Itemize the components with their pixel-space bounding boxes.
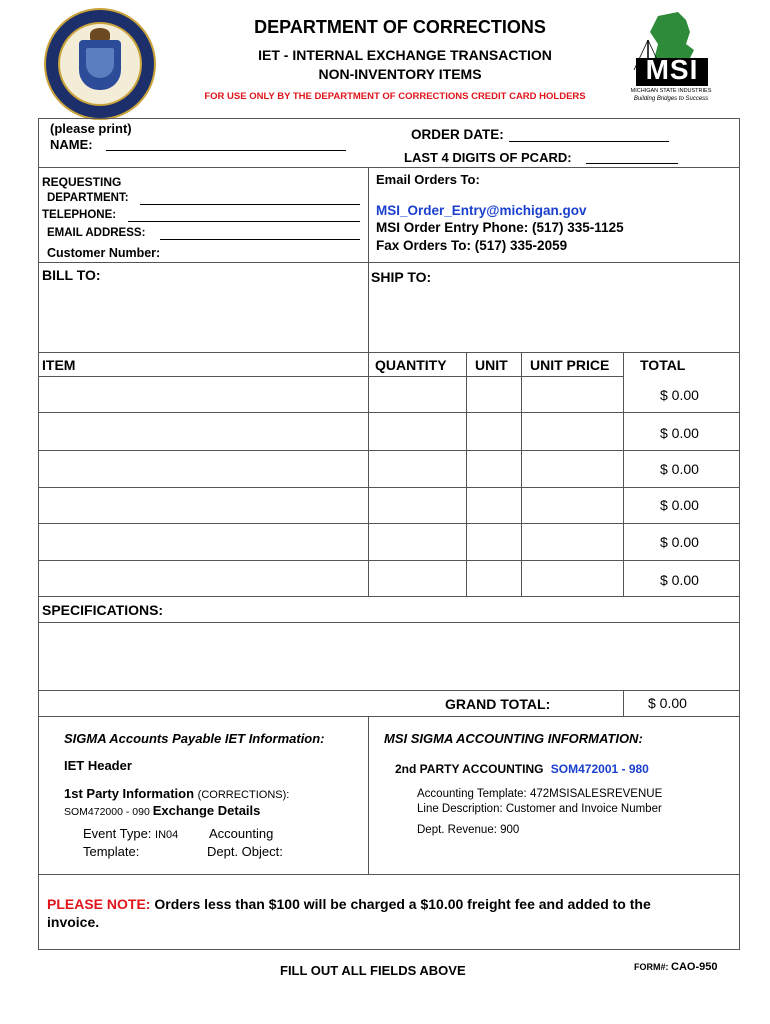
dept-object-label: Dept. Object: xyxy=(207,844,283,859)
freight-note xyxy=(47,896,727,912)
please-print-label: (please print) xyxy=(50,121,132,136)
department-label: DEPARTMENT: xyxy=(47,192,129,204)
item-header: ITEM xyxy=(42,357,76,373)
order-email-link[interactable]: MSI_Order_Entry@michigan.gov xyxy=(376,203,587,218)
form-number-line xyxy=(634,961,717,973)
freight-note-cont: invoice. xyxy=(47,914,100,930)
som-line xyxy=(64,803,260,818)
quantity-header: QUANTITY xyxy=(375,357,447,373)
exchange-details-label: Exchange Details xyxy=(152,803,261,818)
name-label: NAME: xyxy=(50,137,93,152)
row-total: $ 0.00 xyxy=(660,534,699,550)
first-party-line xyxy=(64,786,289,801)
email-address-field[interactable] xyxy=(160,239,360,240)
msi-logo-text: MSI xyxy=(645,54,699,85)
order-phone: MSI Order Entry Phone: (517) 335-1125 xyxy=(376,220,624,235)
requesting-label: REQUESTING xyxy=(42,175,122,189)
form-subtitle-2: NON-INVENTORY ITEMS xyxy=(318,66,482,82)
accounting-label: Accounting xyxy=(209,826,274,841)
second-party-code: SOM472001 - 980 xyxy=(550,762,649,776)
line-description: Line Description: Customer and Invoice Number xyxy=(417,803,662,815)
form-number-label: FORM#: xyxy=(634,962,669,972)
ship-to-label: SHIP TO: xyxy=(371,269,432,285)
order-fax: Fax Orders To: (517) 335-2059 xyxy=(376,238,568,253)
row-total: $ 0.00 xyxy=(660,572,699,588)
unit-price-header: UNIT PRICE xyxy=(530,357,610,373)
event-type-value: IN04 xyxy=(155,829,179,841)
msi-logo-tagline: Building Bridges to Success xyxy=(633,96,709,102)
msi-sigma-heading: MSI SIGMA ACCOUNTING INFORMATION: xyxy=(384,731,643,746)
order-date-field[interactable] xyxy=(509,141,669,142)
telephone-label: TELEPHONE: xyxy=(42,209,117,221)
name-field[interactable] xyxy=(106,150,346,151)
unit-header: UNIT xyxy=(475,357,508,373)
first-party-note: (CORRECTIONS): xyxy=(197,789,290,801)
msi-logo-caption: MICHIGAN STATE INDUSTRIES xyxy=(630,88,712,94)
row-total: $ 0.00 xyxy=(660,461,699,477)
grand-total-label: GRAND TOTAL: xyxy=(445,696,551,712)
pcard-field[interactable] xyxy=(586,163,678,164)
template-label: Template: xyxy=(83,844,140,859)
email-orders-label: Email Orders To: xyxy=(376,172,480,187)
row-total: $ 0.00 xyxy=(660,497,699,513)
second-party-label: 2nd PARTY ACCOUNTING xyxy=(395,762,544,776)
row-total: $ 0.00 xyxy=(660,387,699,403)
please-note-label: PLEASE NOTE: xyxy=(47,896,151,912)
accounting-template: Accounting Template: 472MSISALESREVENUE xyxy=(417,788,663,800)
form-number: CAO-950 xyxy=(671,961,718,973)
pcard-label: LAST 4 DIGITS OF PCARD: xyxy=(404,150,572,165)
page-title: DEPARTMENT OF CORRECTIONS xyxy=(254,17,546,37)
usage-notice: FOR USE ONLY BY THE DEPARTMENT OF CORRECTIONS CREDIT CARD HOLDERS xyxy=(204,91,586,102)
grand-total-value: $ 0.00 xyxy=(648,695,687,711)
email-address-label: EMAIL ADDRESS: xyxy=(47,227,146,239)
fill-out-instruction: FILL OUT ALL FIELDS ABOVE xyxy=(280,963,466,978)
sigma-heading: SIGMA Accounts Payable IET Information: xyxy=(64,731,325,746)
freight-note-text: Orders less than $100 will be charged a $10.00 freight fee and added to the xyxy=(154,896,651,912)
first-party-label: 1st Party Information xyxy=(64,786,195,801)
customer-number-label: Customer Number: xyxy=(47,246,161,260)
total-header: TOTAL xyxy=(640,357,686,373)
row-total: $ 0.00 xyxy=(660,425,699,441)
form-subtitle: IET - INTERNAL EXCHANGE TRANSACTION xyxy=(258,47,552,63)
event-type-line xyxy=(83,826,178,841)
bill-to-label: BILL TO: xyxy=(42,267,101,283)
iet-header-label: IET Header xyxy=(64,758,132,773)
department-field[interactable] xyxy=(140,204,360,205)
order-date-label: ORDER DATE: xyxy=(411,127,504,142)
som-code: SOM472000 - 090 xyxy=(64,806,150,818)
dept-revenue: Dept. Revenue: 900 xyxy=(417,824,520,836)
event-type-label: Event Type: xyxy=(83,826,152,841)
telephone-field[interactable] xyxy=(128,221,360,222)
second-party-line xyxy=(395,762,649,776)
specifications-label: SPECIFICATIONS: xyxy=(42,602,164,618)
